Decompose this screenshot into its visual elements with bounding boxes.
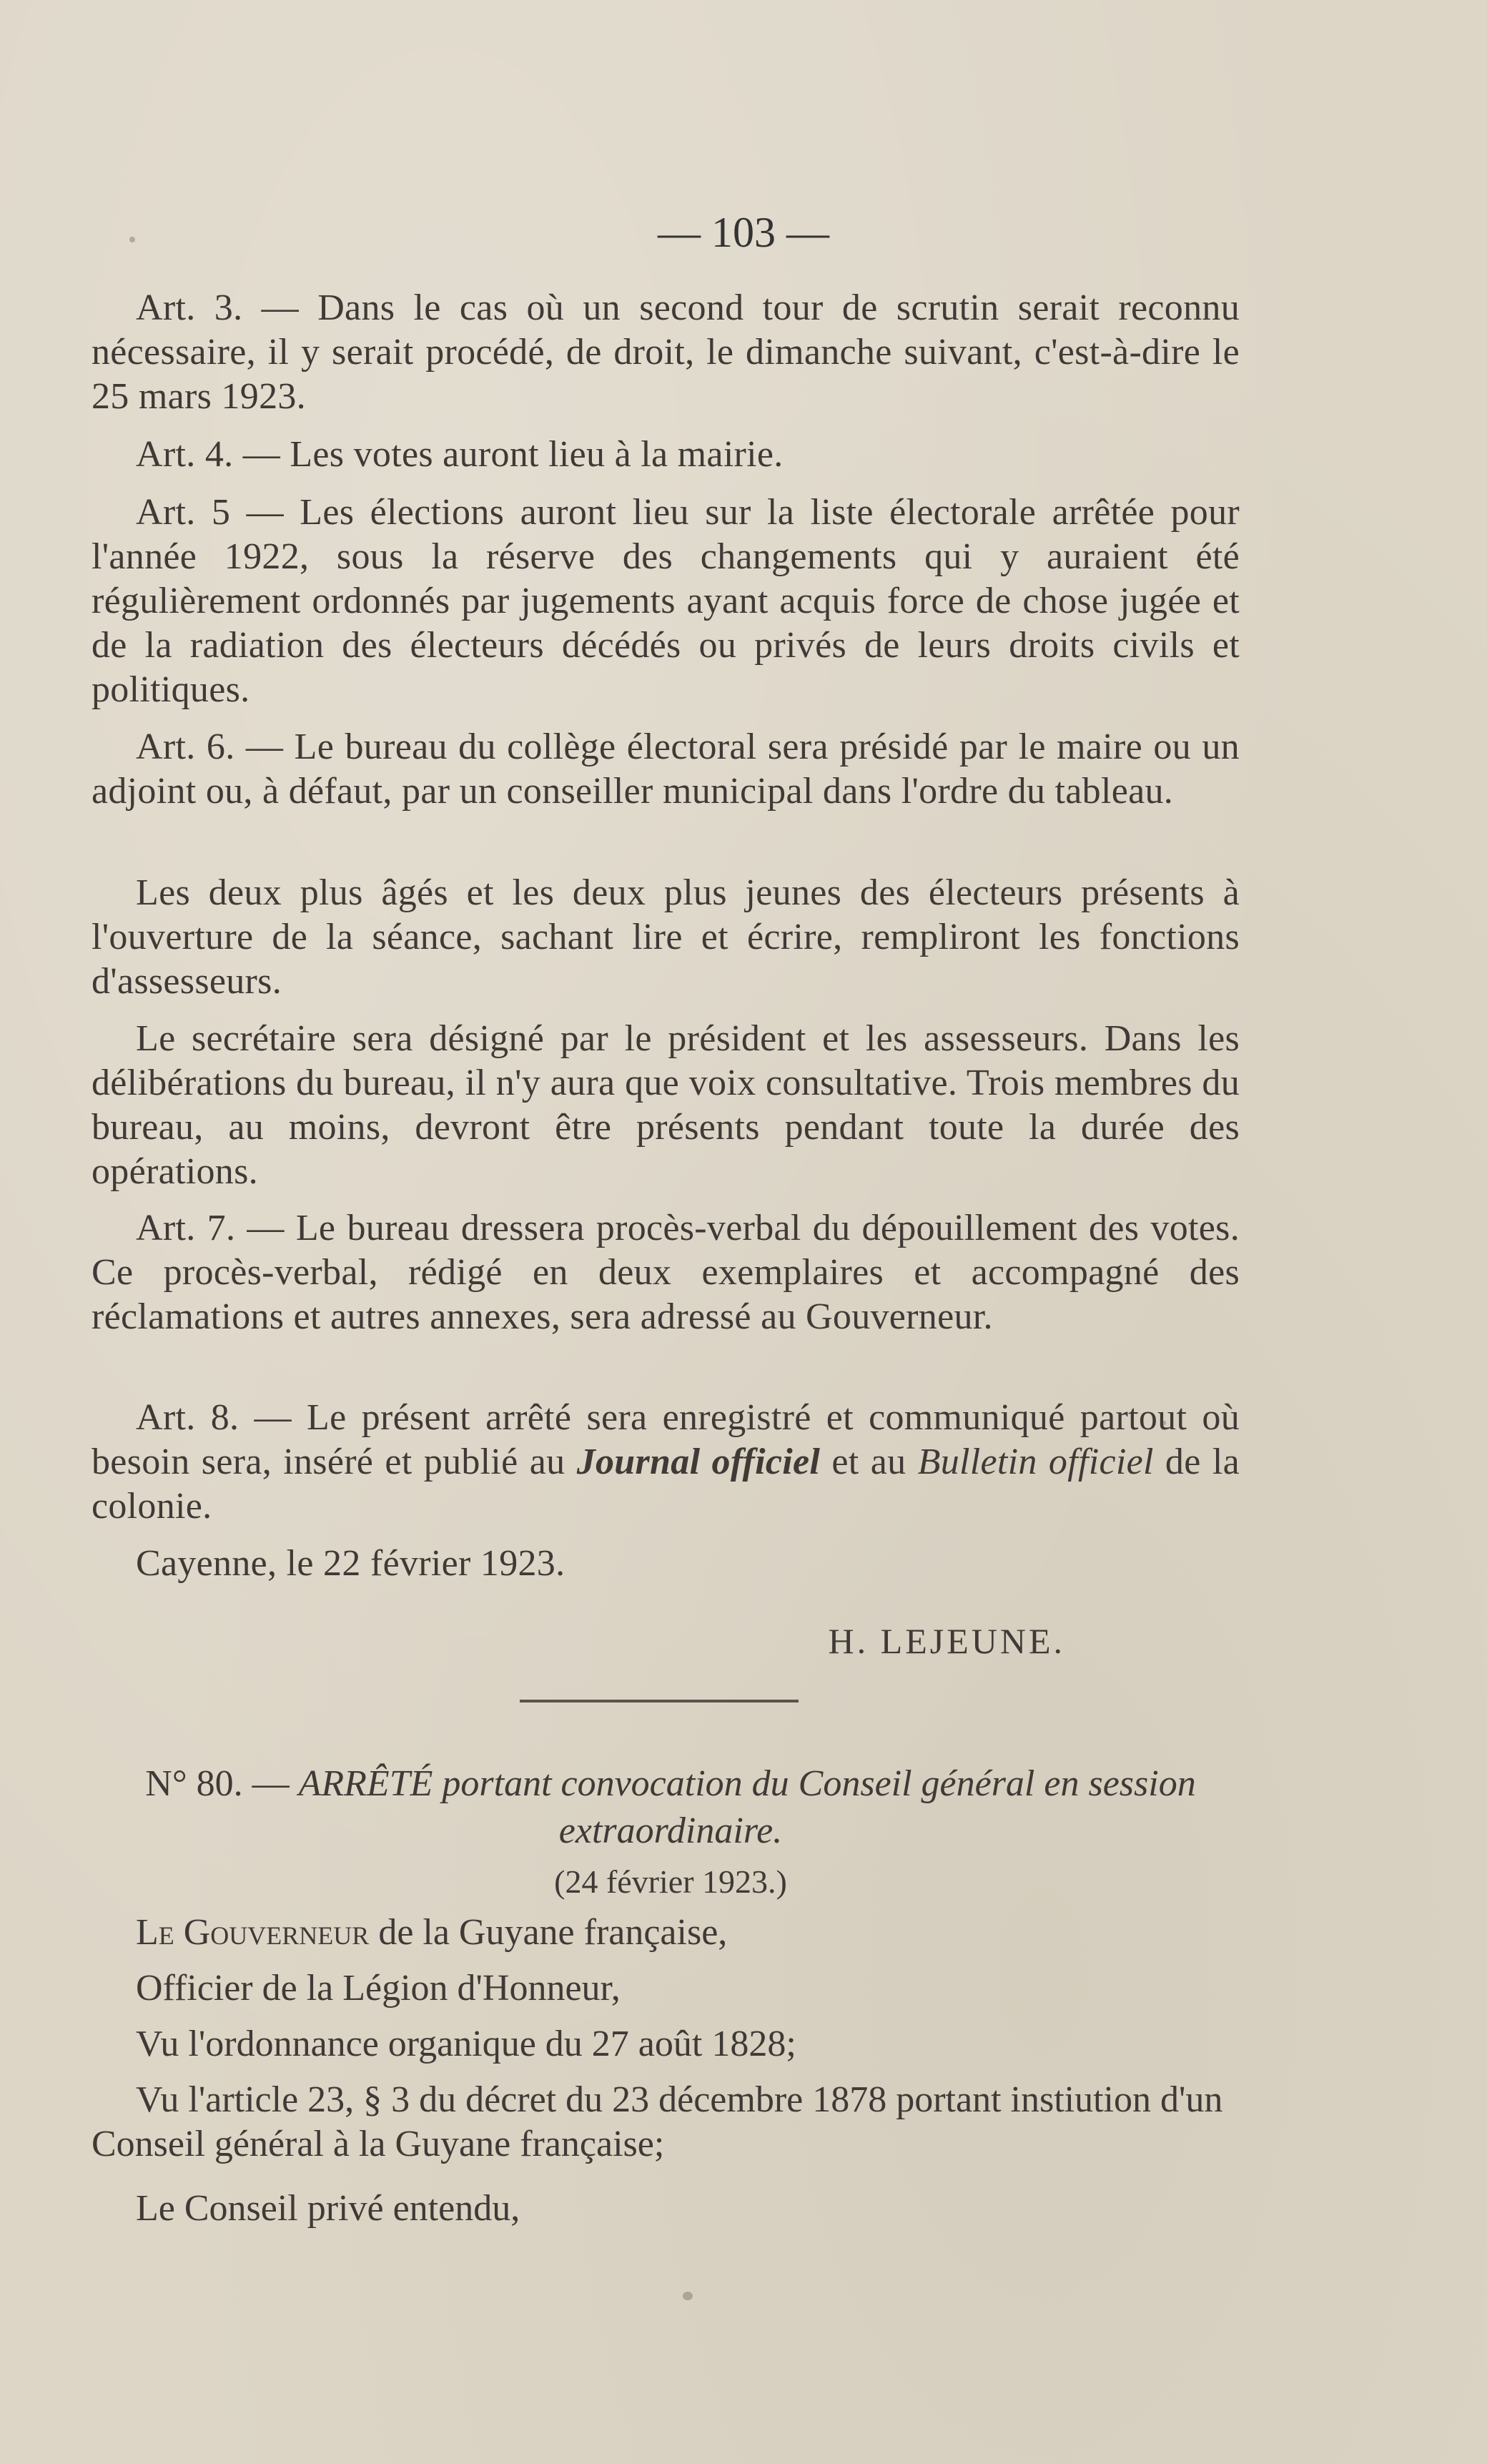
article-8 xyxy=(92,1396,1240,1529)
page-number: — 103 — xyxy=(658,209,829,256)
article-5 xyxy=(92,491,1240,712)
secretaire-paragraph xyxy=(92,1017,1240,1194)
electeurs-text: Les deux plus âgés et les deux plus jeunes des électeurs présents à l'ouverture de la séance, sachant lire et écrire, rempliront les fonctions d'assesseurs. xyxy=(92,872,1240,1002)
governor-title: Le Gouverneur xyxy=(136,1912,370,1953)
secretaire-text: Le secrétaire sera désigné par le président et les assesseurs. Dans les délibérations du bureau, il n'y aura que voix consultative. Trois membres du bureau, au moins, devront être présents pendant toute la durée des opérations. xyxy=(92,1018,1240,1192)
preamble-ordonnance-text: Vu l'ordonnance organique du 27 août 1828; xyxy=(136,2024,796,2064)
journal-officiel: Journal officiel xyxy=(576,1442,821,1482)
decree-title xyxy=(92,1760,1250,1855)
article-7-text: Art. 7. — Le bureau dressera procès-verbal du dépouillement des votes. Ce procès-verbal, rédigé en deux exemplaires et accompagné des réclamations et autres annexes, sera adressé au Gouverneur. xyxy=(92,1208,1240,1337)
paper-speck xyxy=(683,2292,693,2300)
preamble-governor-line xyxy=(92,1911,1240,1955)
article-8-lead: Art. 8. — Le présent arrêté sera enregistré et communiqué partout où besoin sera, inséré et publié au xyxy=(92,1397,1240,1482)
article-4 xyxy=(92,433,1240,477)
governor-rest: de la Guyane française, xyxy=(369,1912,728,1953)
article-4-text: Art. 4. — Les votes auront lieu à la mairie. xyxy=(136,434,784,475)
bulletin-officiel: Bulletin officiel xyxy=(917,1442,1154,1482)
preamble-conseil-text: Le Conseil privé entendu, xyxy=(136,2188,520,2229)
signature: H. LEJEUNE. xyxy=(828,1621,1065,1661)
city-date-text: Cayenne, le 22 février 1923. xyxy=(136,1543,565,1584)
article-7 xyxy=(92,1206,1240,1339)
article-3 xyxy=(92,286,1240,419)
electeurs-paragraph xyxy=(92,871,1240,1004)
preamble-ordonnance xyxy=(92,2022,1240,2066)
decree-date: (24 février 1923.) xyxy=(554,1863,787,1900)
article-8-middle: et au xyxy=(820,1442,918,1482)
article-8-end: de la colonie. xyxy=(92,1442,1240,1527)
preamble-officer-text: Officier de la Légion d'Honneur, xyxy=(136,1968,621,2009)
decree-number: N° 80. — xyxy=(145,1763,290,1804)
article-8-text xyxy=(92,1396,1240,1529)
article-6-text: Art. 6. — Le bureau du collège électoral sera présidé par le maire ou un adjoint ou, à défaut, par un conseiller municipal dans l'ordre du tableau. xyxy=(92,726,1240,812)
article-6 xyxy=(92,725,1240,814)
section-divider xyxy=(520,1700,799,1702)
paper-speck xyxy=(1162,1421,1166,1425)
article-5-text: Art. 5 — Les élections auront lieu sur la liste électorale arrêtée pour l'année 1922, sous la réserve des changements qui y auraient été régulièrement ordonnés par jugements ayant acquis force de chose jugée et de la radiation des électeurs décédés ou privés de leurs droits civils et politiques. xyxy=(92,492,1240,710)
preamble-article xyxy=(92,2078,1240,2167)
article-3-text: Art. 3. — Dans le cas où un second tour de scrutin serait reconnu nécessaire, il y serait procédé, de droit, le dimanche suivant, c'est-à-dire le 25 mars 1923. xyxy=(92,287,1240,417)
preamble-governor xyxy=(92,1911,1240,1955)
preamble-conseil xyxy=(92,2187,1240,2231)
decree-title-text: ARRÊTÉ portant convocation du Conseil général en session extraordinaire. xyxy=(298,1763,1196,1851)
preamble-article-text: Vu l'article 23, § 3 du décret du 23 décembre 1878 portant instiution d'un Conseil général à la Guyane française; xyxy=(92,2079,1223,2164)
preamble-officer xyxy=(92,1966,1240,2011)
paper-speck xyxy=(129,237,135,242)
city-date xyxy=(92,1542,1240,1586)
